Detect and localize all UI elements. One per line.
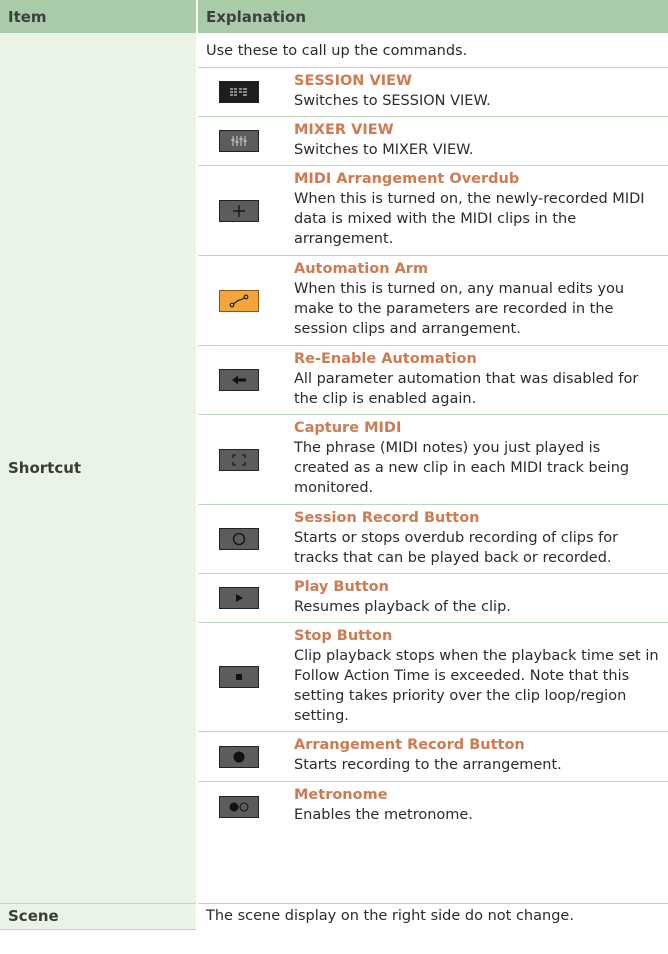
- command-title: MIXER VIEW: [294, 122, 394, 138]
- session-record-icon: [219, 528, 259, 550]
- session-view-icon: [219, 81, 259, 103]
- command-desc: When this is turned on, any manual edits you make to the parameters are recorded in the session clips and arrangement.: [294, 281, 625, 337]
- command-title: Stop Button: [294, 628, 393, 644]
- command-title: Arrangement Record Button: [294, 737, 525, 753]
- command-row: [198, 732, 668, 782]
- command-desc: Starts or stops overdub recording of clips for tracks that can be played back or recorded.: [294, 530, 619, 566]
- back-arrow-icon: [219, 369, 259, 391]
- plus-icon: [219, 200, 259, 222]
- table-header-row: [0, 0, 668, 33]
- command-row: [198, 166, 668, 256]
- command-title: Metronome: [294, 787, 388, 803]
- command-title: Session Record Button: [294, 510, 480, 526]
- command-desc: Switches to SESSION VIEW.: [294, 93, 491, 109]
- command-row: [198, 346, 668, 415]
- shortcut-row: [0, 33, 668, 903]
- command-desc: Enables the metronome.: [294, 807, 473, 823]
- command-row: [198, 623, 668, 732]
- record-icon: [219, 746, 259, 768]
- shortcut-explanation: [197, 33, 668, 903]
- metronome-icon: [219, 796, 259, 818]
- header-item: Item: [0, 0, 197, 33]
- command-desc: Starts recording to the arrangement.: [294, 757, 562, 773]
- command-row: [198, 505, 668, 574]
- command-row: [198, 117, 668, 166]
- capture-midi-icon: [219, 449, 259, 471]
- command-title: Play Button: [294, 579, 389, 595]
- header-explanation: Explanation: [197, 0, 668, 33]
- command-title: Capture MIDI: [294, 420, 402, 436]
- shortcut-label: Shortcut: [0, 33, 197, 903]
- command-row: [198, 256, 668, 346]
- automation-arm-icon: [219, 290, 259, 312]
- command-title: MIDI Arrangement Overdub: [294, 171, 520, 187]
- stop-icon: [219, 666, 259, 688]
- command-row: [198, 574, 668, 623]
- play-icon: [219, 587, 259, 609]
- command-desc: When this is turned on, the newly-recorded MIDI data is mixed with the MIDI clips in the arrangement.: [294, 191, 645, 247]
- scene-label: Scene: [0, 903, 197, 929]
- command-title: Automation Arm: [294, 261, 429, 277]
- command-title: Re-Enable Automation: [294, 351, 477, 367]
- command-row: [198, 782, 668, 832]
- command-desc: Clip playback stops when the playback time set in Follow Action Time is exceeded. Note that this setting takes priority over the clip loop/region setting.: [294, 648, 659, 724]
- command-row: [198, 68, 668, 117]
- command-row: [198, 415, 668, 505]
- command-title: SESSION VIEW: [294, 73, 413, 89]
- scene-row: [0, 903, 668, 929]
- command-desc: Resumes playback of the clip.: [294, 599, 511, 615]
- command-desc: The phrase (MIDI notes) you just played is created as a new clip in each MIDI track being monitored.: [294, 440, 630, 496]
- command-desc: Switches to MIXER VIEW.: [294, 142, 474, 158]
- scene-explanation: The scene display on the right side do not change.: [206, 908, 574, 925]
- mixer-view-icon: [219, 130, 259, 152]
- command-desc: All parameter automation that was disabled for the clip is enabled again.: [294, 371, 639, 407]
- shortcut-intro: Use these to call up the commands.: [198, 33, 668, 68]
